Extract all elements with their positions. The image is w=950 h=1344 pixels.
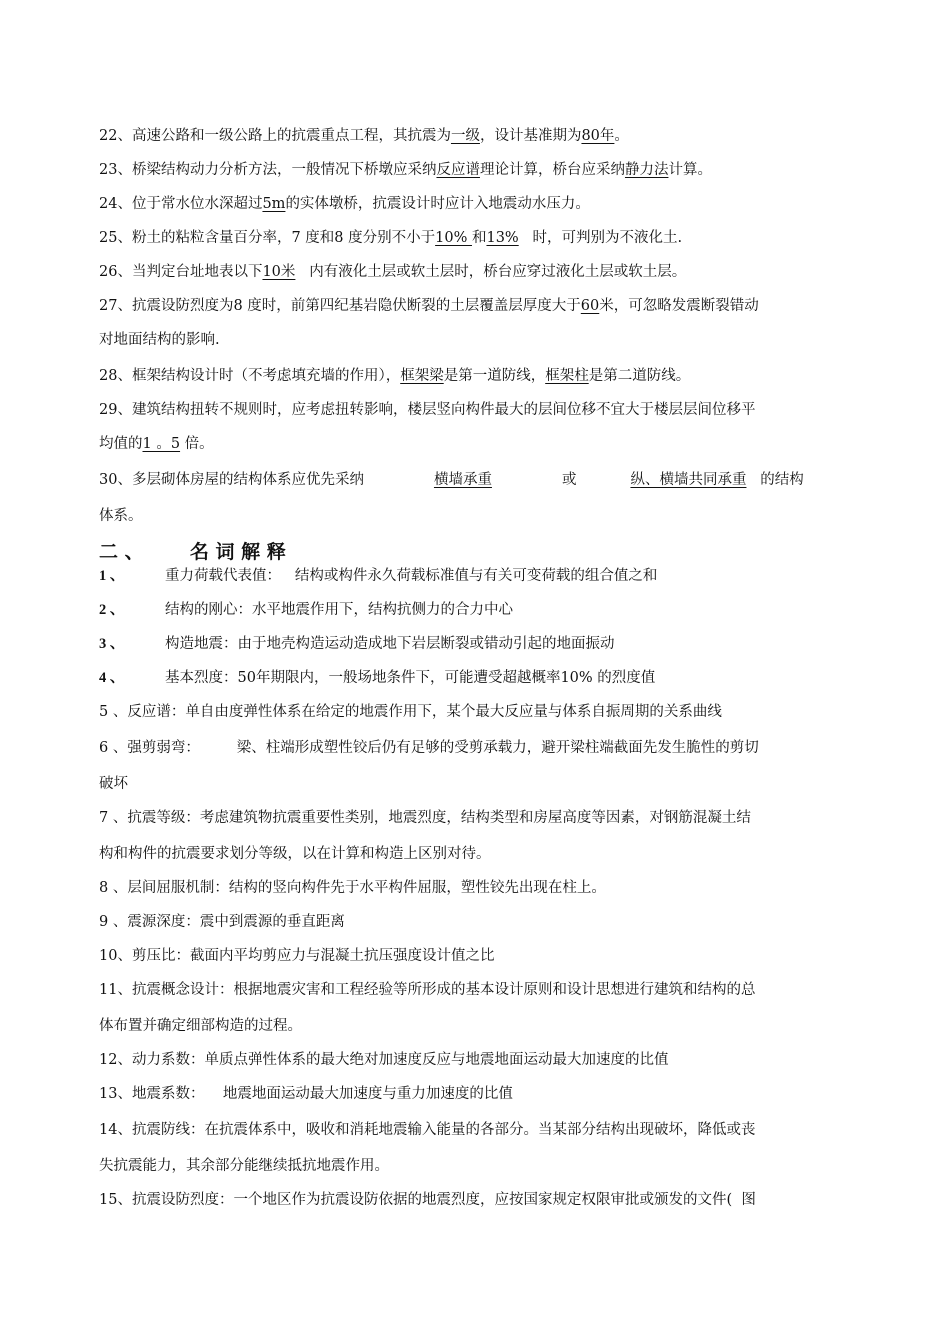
definition-10: 10、剪压比：截面内平均剪应力与混凝土抗压强度设计值之比 bbox=[99, 948, 495, 964]
q28-answer-2: 框架柱 bbox=[545, 368, 589, 384]
q30-text-2: 或 bbox=[561, 472, 577, 488]
q26-answer: 10米 bbox=[262, 264, 296, 280]
definition-3-text: 构造地震：由于地壳构造运动造成地下岩层断裂或错动引起的地面振动 bbox=[165, 636, 615, 652]
q25-answer-2: 13% bbox=[486, 230, 519, 246]
definition-4 bbox=[99, 668, 655, 688]
q29-cont bbox=[99, 434, 214, 454]
q27-cont: 对地面结构的影响. bbox=[99, 332, 220, 348]
definition-6: 6 、强剪弱弯： 梁、柱端形成塑性铰后仍有足够的受剪承载力，避开梁柱端截面先发生脆性的剪切 bbox=[99, 740, 759, 756]
q26-line bbox=[99, 262, 686, 282]
q25-answer-1: 10% bbox=[435, 230, 472, 246]
q23-text-2: 理论计算，桥台应采纳 bbox=[479, 162, 625, 178]
q30-answer-1: 横墙承重 bbox=[433, 472, 492, 488]
q24-answer: 5m bbox=[262, 196, 286, 212]
q23-answer-2: 静力法 bbox=[624, 162, 669, 178]
definition-2-text: 结构的刚心：水平地震作用下，结构抗侧力的合力中心 bbox=[165, 602, 513, 618]
definition-14: 14、抗震防线：在抗震体系中，吸收和消耗地震输入能量的各部分。当某部分结构出现破坏，降低或丧 bbox=[99, 1122, 756, 1138]
definition-12: 12、动力系数：单质点弹性体系的最大绝对加速度反应与地震地面运动最大加速度的比值 bbox=[99, 1052, 669, 1068]
q22-answer-2: 80年 bbox=[581, 128, 615, 144]
q30-text: 30、多层砌体房屋的结构体系应优先采纳 bbox=[99, 472, 364, 488]
definition-1-text: 重力荷载代表值： 结构或构件永久荷载标准值与有关可变荷载的组合值之和 bbox=[165, 568, 658, 584]
q30-cont: 体系。 bbox=[99, 508, 143, 524]
definition-4-number: 4 、 bbox=[99, 670, 125, 686]
definition-7-cont: 构和构件的抗震要求划分等级，以在计算和构造上区别对待。 bbox=[99, 846, 491, 862]
definition-5: 5 、反应谱：单自由度弹性体系在给定的地震作用下，某个最大反应量与体系自振周期的关系曲线 bbox=[99, 704, 722, 720]
q26-text: 26、当判定台址地表以下 bbox=[99, 264, 263, 280]
q22-text: 22、高速公路和一级公路上的抗震重点工程，其抗震为 bbox=[99, 128, 451, 144]
q22-text-3: 。 bbox=[614, 128, 629, 144]
q23-text-3: 计算。 bbox=[668, 162, 712, 178]
q23-text: 23、桥梁结构动力分析方法，一般情况下桥墩应采纳 bbox=[99, 162, 437, 178]
section-title: 二 、 名 词 解 释 bbox=[99, 541, 286, 563]
definition-6-cont: 破坏 bbox=[99, 776, 128, 792]
q26-text-2: 内有液化土层或软土层时，桥台应穿过液化土层或软土层。 bbox=[295, 264, 687, 280]
q25-text: 25、粉土的粘粒含量百分率，7 度和8 度分别不小于 bbox=[99, 230, 436, 246]
definition-15: 15、抗震设防烈度：一个地区作为抗震设防依据的地震烈度，应按国家规定权限审批或颁发的文件( 图 bbox=[99, 1192, 756, 1208]
q30-text-3: 的结构 bbox=[746, 472, 804, 488]
q25-line bbox=[99, 228, 682, 248]
q29-cont-text-2: 倍。 bbox=[180, 436, 214, 452]
definition-9: 9 、震源深度：震中到震源的垂直距离 bbox=[99, 914, 345, 930]
q29-line bbox=[99, 400, 755, 420]
definition-2 bbox=[99, 600, 513, 620]
q23-answer-1: 反应谱 bbox=[436, 162, 480, 178]
definition-1 bbox=[99, 566, 657, 586]
definition-14-cont: 失抗震能力，其余部分能继续抵抗地震作用。 bbox=[99, 1158, 389, 1174]
q28-line bbox=[99, 366, 690, 386]
q30-line bbox=[99, 470, 804, 490]
q29-text: 29、建筑结构扭转不规则时，应考虑扭转影响，楼层竖向构件最大的层间位移不宜大于楼层层间位移平 bbox=[99, 402, 756, 418]
definition-11-cont: 体布置并确定细部构造的过程。 bbox=[99, 1018, 302, 1034]
q25-text-3: 时，可判别为不液化土. bbox=[518, 230, 683, 246]
definition-13: 13、地震系数： 地震地面运动最大加速度与重力加速度的比值 bbox=[99, 1086, 513, 1102]
q27-text-2: 米，可忽略发震断裂错动 bbox=[599, 298, 759, 314]
q22-answer-1: 一级 bbox=[450, 128, 480, 144]
definition-4-text: 基本烈度：50年期限内，一般场地条件下，可能遭受超越概率10% 的烈度值 bbox=[165, 670, 656, 686]
definition-7: 7 、抗震等级：考虑建筑物抗震重要性类别，地震烈度，结构类型和房屋高度等因素，对钢筋混凝土结 bbox=[99, 810, 751, 826]
q29-answer: 1 。5 bbox=[142, 436, 181, 452]
q22-line bbox=[99, 126, 629, 146]
definition-8: 8 、层间屈服机制：结构的竖向构件先于水平构件屈服，塑性铰先出现在柱上。 bbox=[99, 880, 606, 896]
q24-line bbox=[99, 194, 590, 214]
definition-11: 11、抗震概念设计：根据地震灾害和工程经验等所形成的基本设计原则和设计思想进行建筑和结构的总 bbox=[99, 982, 756, 998]
q27-text: 27、抗震设防烈度为8 度时，前第四纪基岩隐伏断裂的土层覆盖层厚度大于 bbox=[99, 298, 581, 314]
q28-text-2: 是第一道防线， bbox=[443, 368, 546, 384]
q28-text: 28、框架结构设计时（不考虑填充墙的作用）， bbox=[99, 368, 401, 384]
q28-text-3: 是第二道防线。 bbox=[588, 368, 691, 384]
q22-text-2: ，设计基准期为 bbox=[479, 128, 582, 144]
definition-3-number: 3 、 bbox=[99, 636, 125, 652]
definition-1-number: 1 、 bbox=[99, 568, 125, 584]
q28-answer-1: 框架梁 bbox=[400, 368, 444, 384]
definition-2-number: 2 、 bbox=[99, 602, 125, 618]
q30-answer-2: 纵、横墙共同承重 bbox=[630, 472, 747, 488]
q25-text-2: 和 bbox=[471, 230, 487, 246]
q27-answer: 60 bbox=[580, 298, 600, 314]
q23-line bbox=[99, 160, 712, 180]
definition-3 bbox=[99, 634, 615, 654]
q27-line bbox=[99, 296, 759, 316]
q24-text-2: 的实体墩桥，抗震设计时应计入地震动水压力。 bbox=[285, 196, 590, 212]
q29-cont-text: 均值的 bbox=[99, 436, 143, 452]
q24-text: 24、位于常水位水深超过 bbox=[99, 196, 263, 212]
